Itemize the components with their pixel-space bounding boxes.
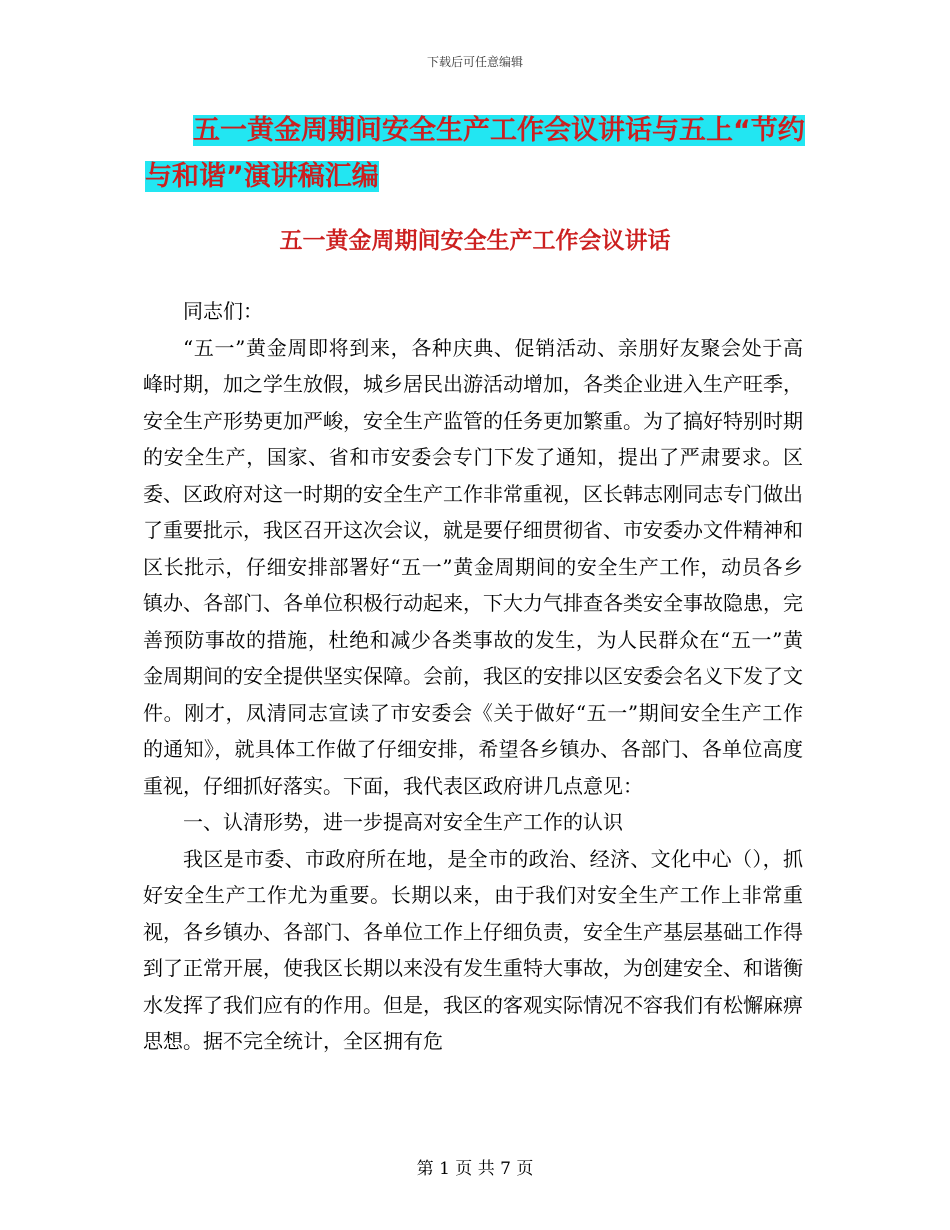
- section-title: 五一黄金周期间安全生产工作会议讲话: [279, 228, 671, 254]
- header-note: 下载后可任意编辑: [426, 55, 523, 69]
- paragraph-greeting: 同志们：: [183, 299, 263, 323]
- page-footer: 第 1 页 共 7 页: [416, 1159, 534, 1179]
- title-line-2-highlight: 与和谐”演讲稿汇编: [145, 161, 379, 192]
- document-body: [143, 293, 803, 1060]
- title-line-1-highlight: 五一黄金周期间安全生产工作会议讲话与五上“节约: [193, 115, 805, 146]
- document-title-line-2: [145, 154, 805, 200]
- paragraph-heading-1: 一、认清形势，进一步提高对安全生产工作的认识: [183, 810, 623, 834]
- document-title: [145, 108, 805, 200]
- paragraph-situation: 我区是市委、市政府所在地，是全市的政治、经济、文化中心（），抓好安全生产工作尤为重要。长期以来，由于我们对安全生产工作上非常重视，各乡镇办、各部门、各单位工作上仔细负责，安全生产基层基础工作得到了正常开展，使我区长期以来没有发生重特大事故，为创建安全、和谐衡水发挥了我们应有的作用。但是，我区的客观实际情况不容我们有松懈麻痹思想。据不完全统计，全区拥有危: [143, 846, 803, 1053]
- paragraph-intro: “五一”黄金周即将到来，各种庆典、促销活动、亲朋好友聚会处于高峰时期，加之学生放假，城乡居民出游活动增加，各类企业进入生产旺季，安全生产形势更加严峻，安全生产监管的任务更加繁重。为了搞好特别时期的安全生产，国家、省和市安委会专门下发了通知，提出了严肃要求。区委、区政府对这一时期的安全生产工作非常重视，区长韩志刚同志专门做出了重要批示，我区召开这次会议，就是要仔细贯彻省、市安委办文件精神和区长批示，仔细安排部署好“五一”黄金周期间的安全生产工作，动员各乡镇办、各部门、各单位积极行动起来，下大力气排查各类安全事故隐患，完善预防事故的措施，杜绝和减少各类事故的发生，为人民群众在“五一”黄金周期间的安全提供坚实保障。会前，我区的安排以区安委会名义下发了文件。刚才，凤清同志宣读了市安委会《关于做好“五一”期间安全生产工作的通知》，就具体工作做了仔细安排，希望各乡镇办、各部门、各单位高度重视，仔细抓好落实。下面，我代表区政府讲几点意见：: [143, 335, 803, 798]
- document-title-line-1: [145, 108, 805, 154]
